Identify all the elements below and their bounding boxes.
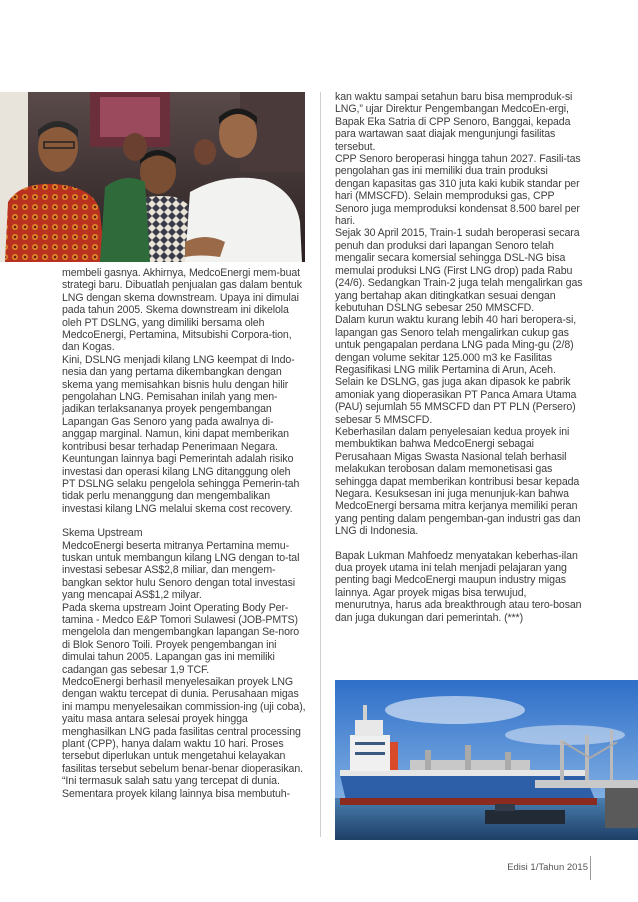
paragraph: CPP Senoro beroperasi hingga tahun 2027. Fasili-tas pengolahan gas ini memiliki dua train produksi dengan kapasitas gas 310 juta kaki kubik standar per hari (MMSCFD). Selain memproduksi gas, CPP Senoro juga memproduksi kondensat 8.500 barel per hari. xyxy=(335,153,581,228)
section-heading: Skema Upstream xyxy=(62,527,143,540)
paragraph: Sejak 30 April 2015, Train-1 sudah beroperasi secara penuh dan produksi dari lapangan Senoro telah mengalir secara komersial sehingga DSL-NG bisa memulai produksi LNG (First LNG drop) pada Rabu (24/6). Sedangkan Train-2 juga telah mengalirkan gas yang bertahap akan ditingkatkan sesuai dengan kebutuhan DSLNG sebesar 250 MMSCFD. xyxy=(335,227,583,314)
paragraph: Keberhasilan dalam penyelesaian kedua proyek ini membuktikan bahwa MedcoEnergi sebagai Perusahaan Migas Swasta Nasional telah berhasil melakukan terobosan dalam memonetisasi gas sehingga dapat memberikan kontribusi besar kepada Negara. Kesuksesan ini juga menunjuk-kan bahwa MedcoEnergi bersama mitra kerjanya memiliki peran yang penting dalam pengemban-gan industri gas dan LNG di Indonesia. xyxy=(335,425,581,538)
lng-ship-photo xyxy=(335,680,638,840)
lng-ship-graphic xyxy=(335,680,638,840)
edition-label: Edisi 1/Tahun 2015 xyxy=(507,862,588,873)
paragraph: “Ini termasuk salah satu yang tercepat di dunia. Sementara proyek kilang lainnya bisa membutuh- xyxy=(62,775,290,800)
column-divider xyxy=(320,92,321,837)
paragraph: Kini, DSLNG menjadi kilang LNG keempat di Indo-nesia dan yang pertama dikembangkan dengan skema yang memisahkan bisnis hulu dengan hilir pengolahan LNG. Pemisahan inilah yang men-jadikan terlaksananya proyek pengembangan Lapangan Gas Senoro yang pada awalnya di-anggap marginal. Namun, kini dapat memberikan kontribusi besar terhadap Penerimaan Negara. xyxy=(62,353,295,453)
right-text-column xyxy=(335,91,585,624)
paragraph-gap xyxy=(62,515,306,527)
event-photo-graphic xyxy=(0,92,305,262)
paragraph: Keuntungan lainnya bagi Pemerintah adalah risiko investasi dan operasi kilang LNG ditanggung oleh PT DSLNG selaku pengelola sehingga Pemerin-tah tidak perlu menanggung dan mengembalikan investasi kilang LNG melalui skema cost recovery. xyxy=(62,453,300,515)
paragraph: kan waktu sampai setahun baru bisa memproduk-si LNG,” ujar Direktur Pengembangan MedcoEn-ergi, Bapak Eka Satria di CPP Senoro, Banggai, kepada para wartawan saat diajak mengunjungi fasilitas tersebut. xyxy=(335,91,573,153)
event-photo xyxy=(0,92,305,262)
paragraph: MedcoEnergi berhasil menyelesaikan proyek LNG dengan waktu tercepat di dunia. Perusahaan migas ini mampu menyelesaikan commission-ing (uji coba), yaitu masa antara selesai proyek hingga menghasilkan LNG pada fasilitas central processing plant (CPP), hanya dalam waktu 10 hari. Proses tersebut diperlukan untuk mengetahui kelayakan fasilitas tersebut sebelum benar-benar dioperasikan. xyxy=(62,676,306,775)
paragraph: Dalam kurun waktu kurang lebih 40 hari beropera-si, lapangan gas Senoro telah mengalirkan cukup gas untuk pengapalan perdana LNG pada Ming-gu (2/8) dengan volume sekitar 125.000 m3 ke Fasilitas Regasifikasi LNG milik Pertamina di Arun, Aceh. xyxy=(335,314,577,376)
paragraph: Bapak Lukman Mahfoedz menyatakan keberhas-ilan dua proyek utama ini telah menjadi pelajaran yang penting bagi MedcoEnergi maupun industry migas lainnya. Agar proyek migas bisa terwujud, menurutnya, harus ada breakthrough atau tero-bosan dan juga dukungan dari pemerintah. (***) xyxy=(335,549,582,624)
paragraph: Selain ke DSLNG, gas juga akan dipasok ke pabrik amoniak yang dioperasikan PT Panca Amara Utama (PAU) sejumlah 55 MMSCFD dan PT PLN (Persero) sebesar 5 MMSCFD. xyxy=(335,376,577,426)
left-text-column xyxy=(62,267,306,800)
paragraph-gap xyxy=(335,538,585,550)
paragraph: MedcoEnergi beserta mitranya Pertamina memu-tuskan untuk membangun kilang LNG dengan to-tal investasi sebesar AS$2,8 miliar, dan mengem-bangkan sektor hulu Senoro dengan total investasi yang mencapai AS$1,2 milyar. xyxy=(62,539,300,602)
paragraph: membeli gasnya. Akhirnya, MedcoEnergi mem-buat strategi baru. Dibuatlah penjualan gas dalam bentuk LNG dengan skema downstream. Upaya ini dimulai pada tahun 2005. Skema downstream ini dikelola oleh PT DSLNG, yang dimiliki bersama oleh MedcoEnergi, Pertamina, Mitsubishi Corpora-tion, dan Kogas. xyxy=(62,267,302,354)
paragraph: Pada skema upstream Joint Operating Body Per-tamina - Medco E&P Tomori Sulawesi (JOB-PMTS) mengelola dan mengembangkan lapangan Se-noro di Blok Senoro Toili. Proyek pengembangan ini dimulai tahun 2005. Lapangan gas ini memiliki cadangan gas sebesar 1,9 TCF. xyxy=(62,601,300,676)
footer-divider xyxy=(590,856,591,880)
